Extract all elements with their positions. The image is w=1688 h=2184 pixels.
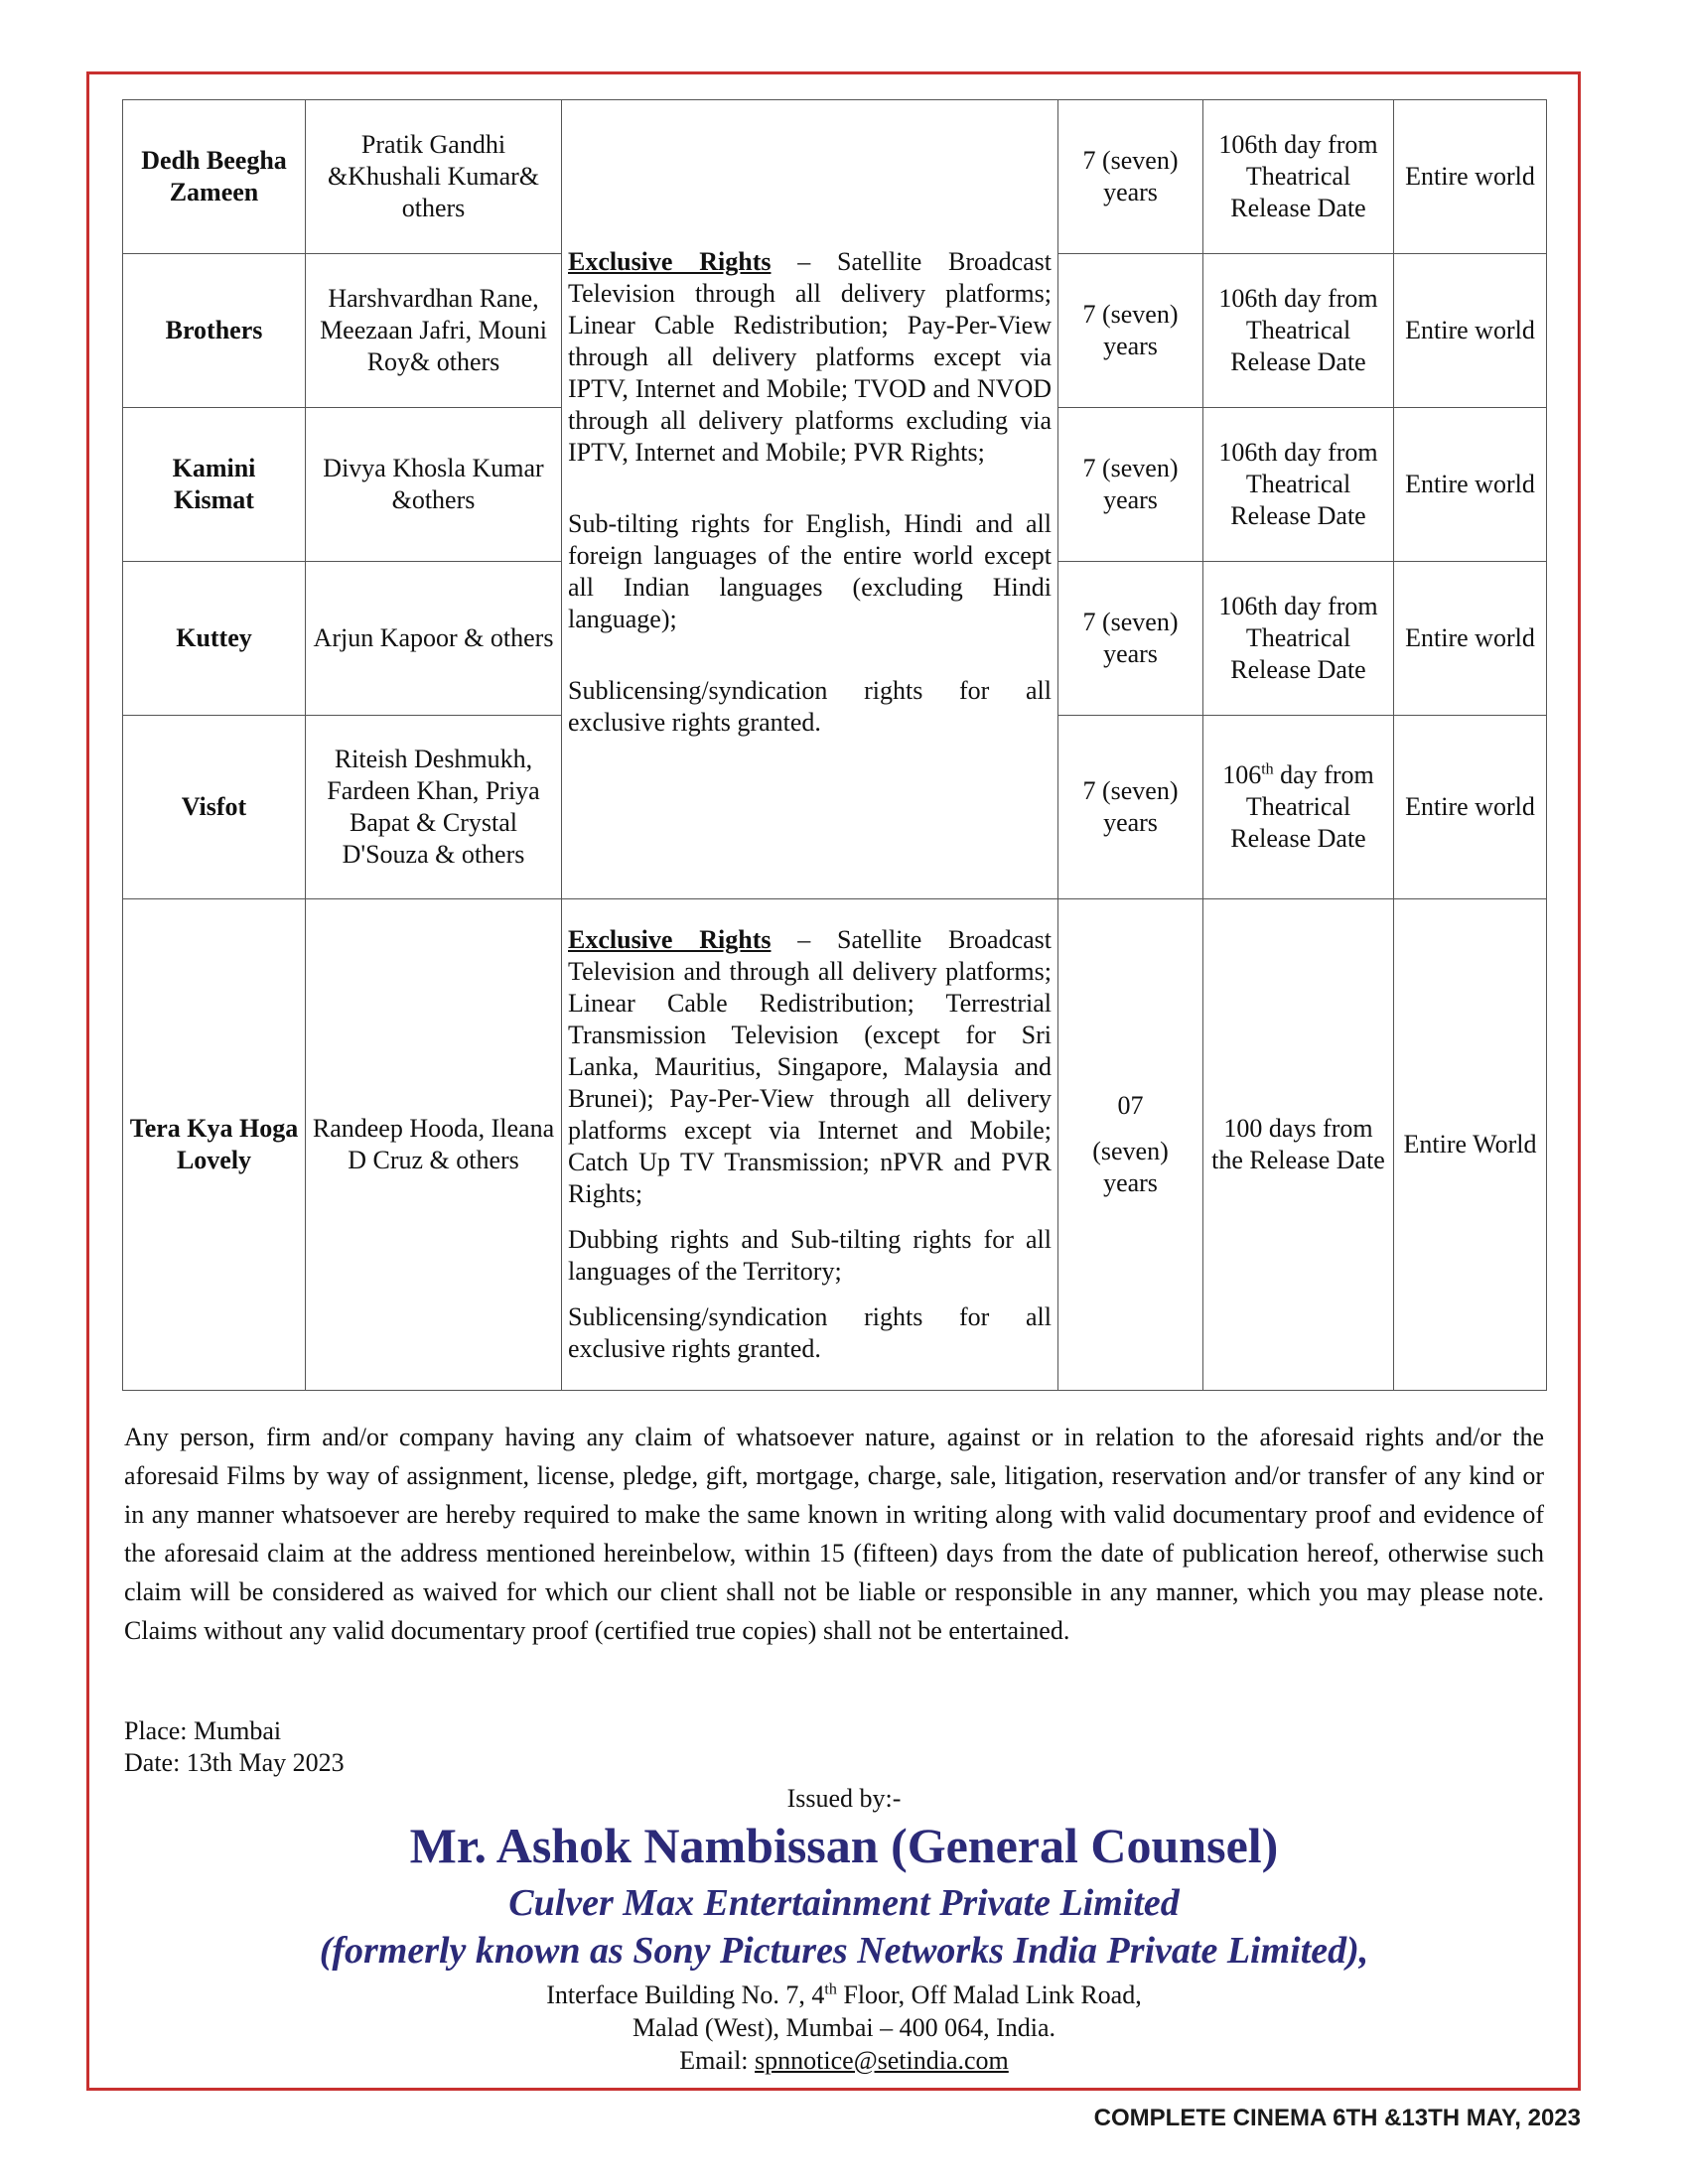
rights-description bbox=[562, 899, 1058, 1391]
commencement: 106th day from Theatrical Release Date bbox=[1203, 100, 1394, 254]
rights-table bbox=[122, 99, 1547, 1391]
territory: Entire world bbox=[1394, 254, 1547, 408]
rights-text: – Satellite Broadcast Television and through all delivery platforms; Linear Cable Redistribution; Terrestrial Transmission Television (except for Sri Lanka, Mauritius, Singapore, Malaysia and Brunei); Pay-Per-View through all delivery platforms except via Internet and Mobile; Catch Up TV Transmission; nPVR and PVR Rights; bbox=[568, 925, 1052, 1208]
film-title: Dedh Beegha Zameen bbox=[123, 100, 306, 254]
publication-footer: COMPLETE CINEMA 6TH &13TH MAY, 2023 bbox=[1093, 2105, 1581, 2131]
commencement: 106th day from Theatrical Release Date bbox=[1203, 562, 1394, 716]
rights-text: – Satellite Broadcast Television through all delivery platforms; Linear Cable Redistribution; Pay-Per-View through all delivery platforms except via IPTV, Internet and Mobile; TVOD and NVOD through all delivery platforms excluding via IPTV, Internet and Mobile; PVR Rights; bbox=[568, 247, 1052, 467]
term: 7 (seven) years bbox=[1058, 100, 1203, 254]
place: Place: Mumbai bbox=[124, 1716, 282, 1745]
exclusive-rights-label: Exclusive Rights bbox=[568, 925, 772, 954]
film-title: Visfot bbox=[123, 716, 306, 899]
issued-by: Issued by:- bbox=[786, 1784, 902, 1813]
address-line-1: Interface Building No. 7, 4th Floor, Off Malad Link Road, bbox=[546, 1980, 1142, 2009]
territory: Entire World bbox=[1394, 899, 1547, 1391]
term: 7 (seven) years bbox=[1058, 716, 1203, 899]
address-line-2: Malad (West), Mumbai – 400 064, India. bbox=[632, 2013, 1056, 2042]
rights-text: Sublicensing/syndication rights for all exclusive rights granted. bbox=[568, 676, 1052, 737]
former-name: (formerly known as Sony Pictures Networks India Private Limited), bbox=[319, 1930, 1369, 1972]
table-row bbox=[123, 899, 1547, 1391]
film-cast: Pratik Gandhi &Khushali Kumar& others bbox=[306, 100, 562, 254]
email-line: Email: spnnotice@setindia.com bbox=[679, 2046, 1009, 2075]
film-cast: Riteish Deshmukh, Fardeen Khan, Priya Bapat & Crystal D'Souza & others bbox=[306, 716, 562, 899]
company-name: Culver Max Entertainment Private Limited bbox=[508, 1882, 1180, 1924]
rights-text: Sub-tilting rights for English, Hindi and all foreign languages of the entire world except all Indian languages (excluding Hindi language); bbox=[568, 509, 1052, 633]
claim-notice: Any person, firm and/or company having any claim of whatsoever nature, against or in relation to the aforesaid rights and/or the aforesaid Films by way of assignment, license, pledge, gift, mortgage, charge, sale, litigation, reservation and/or transfer of any kind or in any manner whatsoever are hereby required to make the same known in writing along with valid documentary proof and evidence of the aforesaid claim at the address mentioned hereinbelow, within 15 (fifteen) days from the date of publication hereof, otherwise such claim will be considered as waived for which our client shall not be liable or responsible in any manner, which you may please note. Claims without any valid documentary proof (certified true copies) shall not be entertained. bbox=[124, 1423, 1544, 1645]
commencement: 106th day from Theatrical Release Date bbox=[1203, 716, 1394, 899]
commencement: 106th day from Theatrical Release Date bbox=[1203, 254, 1394, 408]
term: 7 (seven) years bbox=[1058, 562, 1203, 716]
film-cast: Randeep Hooda, Ileana D Cruz & others bbox=[306, 899, 562, 1391]
film-cast: Harshvardhan Rane, Meezaan Jafri, Mouni Roy& others bbox=[306, 254, 562, 408]
film-title: Tera Kya Hoga Lovely bbox=[123, 899, 306, 1391]
exclusive-rights-label: Exclusive Rights bbox=[568, 247, 772, 276]
term: 07 (seven) years bbox=[1058, 899, 1203, 1391]
email-link[interactable]: spnnotice@setindia.com bbox=[755, 2046, 1009, 2075]
film-cast: Arjun Kapoor & others bbox=[306, 562, 562, 716]
film-title: Kuttey bbox=[123, 562, 306, 716]
place-date bbox=[124, 1715, 345, 1779]
commencement: 100 days from the Release Date bbox=[1203, 899, 1394, 1391]
table-row bbox=[123, 100, 1547, 254]
date: Date: 13th May 2023 bbox=[124, 1748, 345, 1777]
territory: Entire world bbox=[1394, 100, 1547, 254]
territory: Entire world bbox=[1394, 562, 1547, 716]
territory: Entire world bbox=[1394, 408, 1547, 562]
rights-description bbox=[562, 100, 1058, 899]
counsel-name: Mr. Ashok Nambissan (General Counsel) bbox=[409, 1818, 1279, 1873]
rights-text: Dubbing rights and Sub-tilting rights for all languages of the Territory; bbox=[568, 1225, 1052, 1286]
film-cast: Divya Khosla Kumar &others bbox=[306, 408, 562, 562]
commencement: 106th day from Theatrical Release Date bbox=[1203, 408, 1394, 562]
film-title: Kamini Kismat bbox=[123, 408, 306, 562]
term: 7 (seven) years bbox=[1058, 408, 1203, 562]
rights-text: Sublicensing/syndication rights for all exclusive rights granted. bbox=[568, 1302, 1052, 1363]
territory: Entire world bbox=[1394, 716, 1547, 899]
film-title: Brothers bbox=[123, 254, 306, 408]
term: 7 (seven) years bbox=[1058, 254, 1203, 408]
